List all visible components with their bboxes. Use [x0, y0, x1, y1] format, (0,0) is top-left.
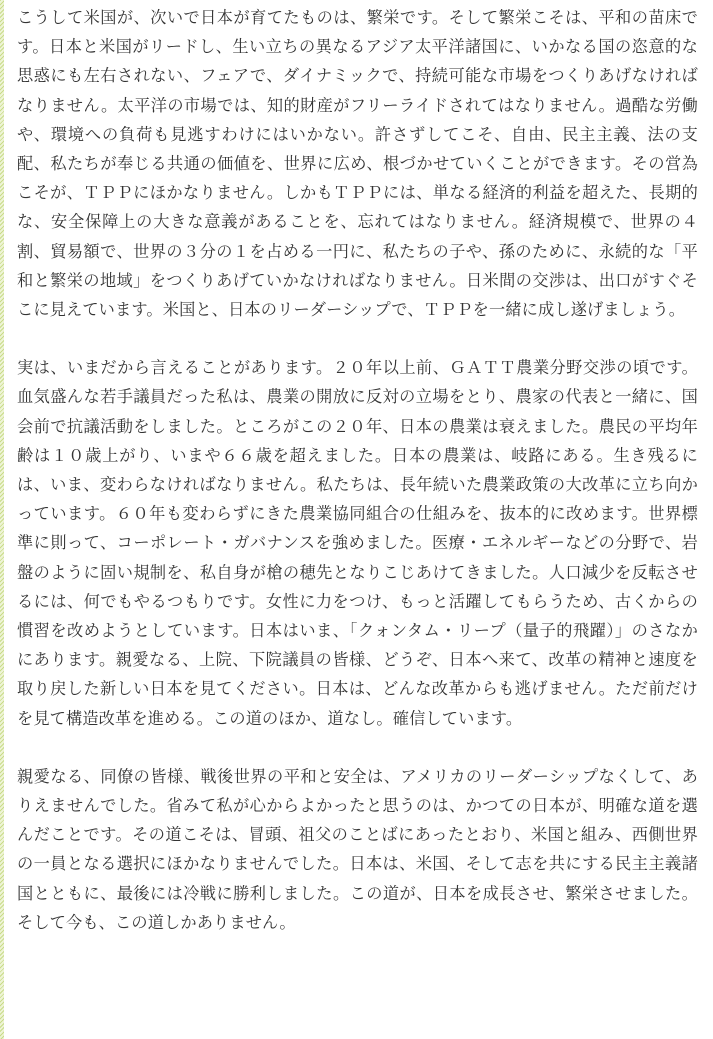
- left-decorative-border: [0, 0, 4, 1039]
- paragraph-prosperity-tpp: こうして米国が、次いで日本が育てたものは、繁栄です。そして繁栄こそは、平和の苗床です。日本と米国がリードし、生い立ちの異なるアジア太平洋諸国に、いかなる国の恣意的な思惑にも左右されない、フェアで、ダイナミックで、持続可能な市場をつくりあげなければなりません。太平洋の市場では、知的財産がフリーライドされてはなりません。過酷な労働や、環境への負荷も見逃すわけにはいかない。許さずしてこそ、自由、民主主義、法の支配、私たちが奉じる共通の価値を、世界に広め、根づかせていくことができます。その営為こそが、ＴＰＰにほかなりません。しかもＴＰＰには、単なる経済的利益を超えた、長期的な、安全保障上の大きな意義があることを、忘れてはなりません。経済規模で、世界の４割、貿易額で、世界の３分の１を占める一円に、私たちの子や、孫のために、永続的な「平和と繁栄の地域」をつくりあげていかなければなりません。日米間の交渉は、出口がすぐそこに見えています。米国と、日本のリーダーシップで、ＴＰＰを一緒に成し遂げましょう。: [17, 8, 698, 320]
- article-body: [17, 0, 698, 937]
- paragraph-agriculture-reform: 実は、いまだから言えることがあります。２０年以上前、ＧＡＴＴ農業分野交渉の頃です。血気盛んな若手議員だった私は、農業の開放に反対の立場をとり、農家の代表と一緒に、国会前で抗議活動をしました。ところがこの２０年、日本の農業は衰えました。農民の平均年齢は１０歳上がり、いまや６６歳を超えました。日本の農業は、岐路にある。生き残るには、いま、変わらなければなりません。私たちは、長年続いた農業政策の大改革に立ち向かっています。６０年も変わらずにきた農業協同組合の仕組みを、抜本的に改めます。世界標準に則って、コーポレート・ガバナンスを強めました。医療・エネルギーなどの分野で、岩盤のように固い規制を、私自身が槍の穂先となりこじあけてきました。人口減少を反転させるには、何でもやるつもりです。女性に力をつけ、もっと活躍してもらうため、古くからの慣習を改めようとしています。日本はいま、「クォンタム・リープ（量子的飛躍）」のさなかにあります。親愛なる、上院、下院議員の皆様、どうぞ、日本へ来て、改革の精神と速度を取り戻した新しい日本を見てください。日本は、どんな改革からも逃げません。ただ前だけを見て構造改革を進める。この道のほか、道なし。確信しています。: [17, 358, 698, 728]
- paragraph-postwar-peace: 親愛なる、同僚の皆様、戦後世界の平和と安全は、アメリカのリーダーシップなくして、ありえませんでした。省みて私が心からよかったと思うのは、かつての日本が、明確な道を選んだことです。その道こそは、冒頭、祖父のことばにあったとおり、米国と組み、西側世界の一員となる選択にほかなりませんでした。日本は、米国、そして志を共にする民主主義諸国とともに、最後には冷戦に勝利しました。この道が、日本を成長させ、繁栄させました。そして今も、この道しかありません。: [17, 766, 698, 932]
